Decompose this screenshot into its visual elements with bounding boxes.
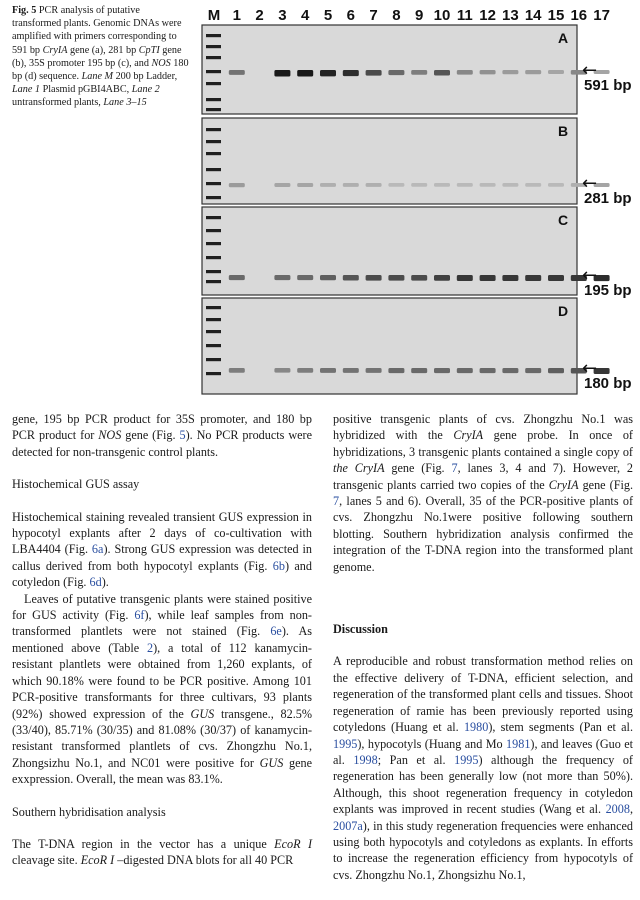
caption-text: gene (a), 281 bp <box>67 44 139 56</box>
lane-number-label: 14 <box>524 7 542 24</box>
dna-band <box>274 368 290 373</box>
ladder-band <box>206 196 221 199</box>
text: ), hypocotyls (Huang and Mo <box>357 736 507 751</box>
lane-number-label: 5 <box>323 7 333 24</box>
text: transgene., 82.5% (33/40), 85.71% (30/35) and 81.08% (30/37) of kanamycin-resistant transformed plantlets of cvs. Zhongzhu No.1, Zhongsizhu No.1, and NC01 were positive for <box>12 706 312 770</box>
dna-band <box>434 368 450 373</box>
lane-number-label: 7 <box>369 7 378 24</box>
ladder-band <box>206 344 221 347</box>
dna-band <box>388 275 404 281</box>
gel-panel-background <box>202 25 577 114</box>
text: ) and cotyledon (Fig. <box>12 558 312 590</box>
dna-band <box>502 275 518 281</box>
text: ), while leaf samples from non-transformed plantlets were not stained (Fig. <box>12 608 312 639</box>
ladder-band <box>206 34 221 37</box>
ladder-band <box>206 152 221 155</box>
ladder-band <box>206 45 221 48</box>
text: The T-DNA region in the vector has a unique <box>12 836 275 851</box>
dna-band <box>548 183 564 187</box>
ladder-band <box>206 108 221 111</box>
figure-link[interactable]: 6d <box>89 575 102 590</box>
ladder-band <box>206 82 221 85</box>
lane-number-label: 3 <box>278 7 287 24</box>
gene-name: GUS <box>259 755 284 770</box>
citation-link[interactable]: 2008 <box>605 802 630 817</box>
lane-number-label: 9 <box>415 7 424 24</box>
text: ). <box>101 575 109 590</box>
ladder-band <box>206 330 221 333</box>
text: Histochemical staining revealed transient GUS expression in hypocotyl explants after 2 days of co-cultivation with LBA4404 (Fig. <box>12 509 312 557</box>
dna-band <box>320 70 336 76</box>
ladder-band <box>206 140 221 143</box>
enzyme-name: EcoR I <box>274 836 312 851</box>
dna-band <box>502 183 518 187</box>
dna-band <box>525 368 541 373</box>
lane-number-label: 8 <box>392 7 401 24</box>
dna-band <box>525 183 541 187</box>
lane-number-label: 4 <box>301 7 310 24</box>
text: ). No PCR products were detected for non-transgenic control plants. <box>12 428 312 459</box>
lane-number-label: 10 <box>433 7 451 24</box>
paragraph <box>12 411 312 460</box>
panel-letter: C <box>557 212 569 228</box>
dna-band <box>229 275 245 280</box>
ladder-band <box>206 128 221 131</box>
dna-band <box>297 183 313 187</box>
text: cleavage site. <box>12 853 81 868</box>
figure-link[interactable]: 5 <box>179 428 186 443</box>
arrow-icon: ← <box>582 173 598 194</box>
ladder-band <box>206 56 221 59</box>
gene-name: CryIA <box>453 428 484 443</box>
dna-band <box>548 70 564 74</box>
lane-number-label: 16 <box>570 7 588 24</box>
citation-link[interactable]: 2007a <box>333 818 363 833</box>
caption-text: gene (b), 35S promoter 195 bp (c), and <box>12 44 182 69</box>
figure-link[interactable]: 6e <box>270 624 282 639</box>
dna-band <box>502 368 518 373</box>
text: gene probe. In once of hybridizations, 3 transgenic plants contained a single copy of <box>333 428 633 459</box>
dna-band <box>274 183 290 187</box>
ladder-band <box>206 168 221 171</box>
text: ), stem segments (Pan et al. <box>488 720 633 735</box>
section-heading: Discussion <box>333 622 388 637</box>
caption-text: 200 bp Ladder, <box>113 71 178 83</box>
figure-number: Fig. 5 <box>12 5 37 16</box>
ladder-band <box>206 182 221 185</box>
arrow-icon: ← <box>582 358 598 379</box>
dna-band <box>343 368 359 373</box>
lane-number-label: 13 <box>502 7 519 24</box>
lane-label: Lane 1 <box>12 84 41 96</box>
gel-panel-background <box>202 118 577 204</box>
dna-band <box>274 275 290 280</box>
text: , lanes 5 and 6). Overall, 35 of the PCR-positive plants of cvs. Zhongzhu No.1were positive following southern blotting. Southern hybridization analysis confirmed the integration of the T-DNA region into the transformed plant genome. <box>333 494 633 574</box>
panel-letter: A <box>557 30 569 46</box>
size-label: 180 bp <box>584 375 632 392</box>
dna-band <box>502 70 518 74</box>
dna-band <box>525 70 541 74</box>
section-heading: Southern hybridisation analysis <box>12 804 166 819</box>
size-label: 195 bp <box>584 282 632 299</box>
figure-link[interactable]: 6b <box>272 558 285 573</box>
dna-band <box>366 70 382 76</box>
dna-band <box>434 183 450 187</box>
gel-image <box>198 0 640 400</box>
text: A reproducible and robust transformation method relies on the effective delivery of T-DNA, efficient selection, and regeneration of the transformed plant cells and tissues. Shoot regeneration of ramie has been previously reported using cotyledons (Huang et al. <box>333 654 633 735</box>
caption-text: PCR analysis of putative transformed plants. Genomic DNAs were amplified with primers corresponding to 591 bp <box>12 5 182 56</box>
enzyme-name: EcoR I <box>80 853 115 868</box>
lane-label: Lane 2 <box>131 84 160 96</box>
dna-band <box>548 275 564 281</box>
dna-band <box>388 368 404 373</box>
gene-name: CpTI <box>138 44 160 56</box>
gene-name: the CryIA <box>333 461 385 476</box>
dna-band <box>229 368 245 373</box>
panel-letter: B <box>557 123 569 139</box>
text: ), a total of 112 kanamycin-resistant plantlets were obtained from 1,260 explants, of which 90.18% were found to be PCR positive. Among 101 PCR-positive transformants for three cultivars, 93 plants (92%) showed expression of the <box>12 640 312 721</box>
dna-band <box>457 275 473 281</box>
text: Leaves of putative transgenic plants were stained positive for GUS activity (Fig. <box>12 591 312 623</box>
dna-band <box>480 70 496 74</box>
figure-link[interactable]: 6f <box>134 608 145 623</box>
left-column <box>12 411 312 869</box>
dna-band <box>525 275 541 281</box>
dna-band <box>411 275 427 281</box>
dna-band <box>457 183 473 187</box>
dna-band <box>343 275 359 280</box>
gene-name: GUS <box>190 706 215 721</box>
size-label: 281 bp <box>584 190 632 207</box>
text: ), and leaves (Guo et al. <box>333 736 634 767</box>
text: –digested DNA blots for all 40 PCR <box>114 853 294 868</box>
citation-link[interactable]: 1995 <box>454 752 479 767</box>
caption-text: 180 bp (d) sequence. <box>12 57 189 83</box>
arrow-icon: ← <box>582 60 598 81</box>
paragraph <box>333 411 633 575</box>
paragraph <box>12 836 312 869</box>
dna-band <box>297 368 313 373</box>
paragraph <box>12 591 312 788</box>
ladder-band <box>206 306 221 309</box>
dna-band <box>366 183 382 187</box>
gel-electrophoresis-figure <box>198 0 640 400</box>
lane-number-label: 11 <box>456 7 473 24</box>
dna-band <box>320 183 336 187</box>
ladder-band <box>206 372 221 375</box>
text: , <box>629 802 633 817</box>
lane-number-label: 17 <box>593 7 610 24</box>
gene-name: CryIA <box>42 44 68 56</box>
paragraph <box>12 509 312 591</box>
gene-name: CryIA <box>548 477 579 492</box>
section-heading: Histochemical GUS assay <box>12 477 140 492</box>
citation-link[interactable]: 1981 <box>506 736 531 751</box>
citation-link[interactable]: 1980 <box>463 720 489 735</box>
text: gene (Fig. <box>384 461 452 476</box>
lane-label: Lane M <box>81 71 114 83</box>
text: ). Strong GUS expression was detected in callus derived from both hypocotyl explants (Fig. <box>12 542 312 573</box>
text: ), in this study regeneration frequencies were enhanced using both hypocotyls and cotyledons as explants. In efforts to increase the regeneration efficiency from hypocotyls of cvs. Zhongzhu No.1, Zhongsizhu No.1, <box>333 818 633 882</box>
dna-band <box>320 275 336 280</box>
ladder-band <box>206 280 221 283</box>
dna-band <box>457 70 473 75</box>
arrow-icon: ← <box>582 265 598 286</box>
dna-band <box>274 70 290 77</box>
lane-number-label: 1 <box>232 7 241 24</box>
text: ) although the frequency of regeneration has been generally low (not more than 50%). Although, this shoot regeneration frequency in cotyledon explants was improved in recent studies (Wang et al. <box>333 752 633 817</box>
text: ). As mentioned above (Table <box>12 624 312 655</box>
gene-name: NOS <box>151 57 171 69</box>
gel-panel-background <box>202 298 577 394</box>
panel-letter: D <box>557 303 569 319</box>
dna-band <box>229 70 245 75</box>
ladder-band <box>206 98 221 101</box>
text: gene, 195 bp PCR product for 35S promoter, and 180 bp PCR product for <box>12 412 312 443</box>
caption-text: untransformed plants, <box>12 97 104 109</box>
dna-band <box>297 275 313 280</box>
text: positive transgenic plants of cvs. Zhongzhu No.1 was hybridized with the <box>333 412 633 443</box>
gene-name: NOS <box>98 428 122 443</box>
dna-band <box>229 183 245 187</box>
dna-band <box>297 70 313 77</box>
ladder-band <box>206 358 221 361</box>
figure-link[interactable]: 6a <box>91 542 104 557</box>
figure-link[interactable]: 7 <box>333 494 340 509</box>
dna-band <box>366 275 382 281</box>
dna-band <box>411 183 427 187</box>
lane-number-label: 12 <box>479 7 496 24</box>
dna-band <box>388 183 404 187</box>
dna-band <box>480 368 496 373</box>
gel-panel-background <box>202 207 577 295</box>
dna-band <box>411 70 427 75</box>
figure-link[interactable]: 7 <box>451 461 458 476</box>
dna-band <box>548 368 564 373</box>
lane-number-label: 6 <box>346 7 355 24</box>
paragraph <box>333 653 633 883</box>
caption-text: Plasmid pGBI4ABC, <box>40 84 132 96</box>
text: , lanes 3, 4 and 7). However, 2 transgenic plants carried two copies of the <box>333 461 633 492</box>
dna-band <box>320 368 336 373</box>
citation-link[interactable]: 1998 <box>353 752 378 767</box>
ladder-band <box>206 229 221 232</box>
dna-band <box>343 70 359 76</box>
ladder-band <box>206 70 221 73</box>
ladder-band <box>206 256 221 259</box>
dna-band <box>457 368 473 373</box>
lane-number-label: 15 <box>547 7 565 24</box>
dna-band <box>366 368 382 373</box>
dna-band <box>480 183 496 187</box>
dna-band <box>434 275 450 281</box>
dna-band <box>343 183 359 187</box>
table-link[interactable]: 2 <box>147 640 154 655</box>
dna-band <box>434 70 450 75</box>
ladder-band <box>206 216 221 219</box>
text: gene (Fig. <box>121 428 180 443</box>
figure-caption <box>12 4 190 110</box>
dna-band <box>480 275 496 281</box>
text: gene exxpression. Overall, the mean was 83.1%. <box>12 755 313 787</box>
text: ; Pan et al. <box>377 752 455 767</box>
right-column <box>333 411 633 883</box>
dna-band <box>388 70 404 75</box>
dna-band <box>411 368 427 373</box>
ladder-band <box>206 318 221 321</box>
lane-number-label: M <box>207 7 221 24</box>
lane-number-label: 2 <box>255 7 264 24</box>
citation-link[interactable]: 1995 <box>333 736 358 751</box>
size-label: 591 bp <box>584 77 632 94</box>
text: gene (Fig. <box>578 477 633 492</box>
ladder-band <box>206 270 221 273</box>
ladder-band <box>206 242 221 245</box>
lane-label: Lane 3–15 <box>103 97 147 109</box>
